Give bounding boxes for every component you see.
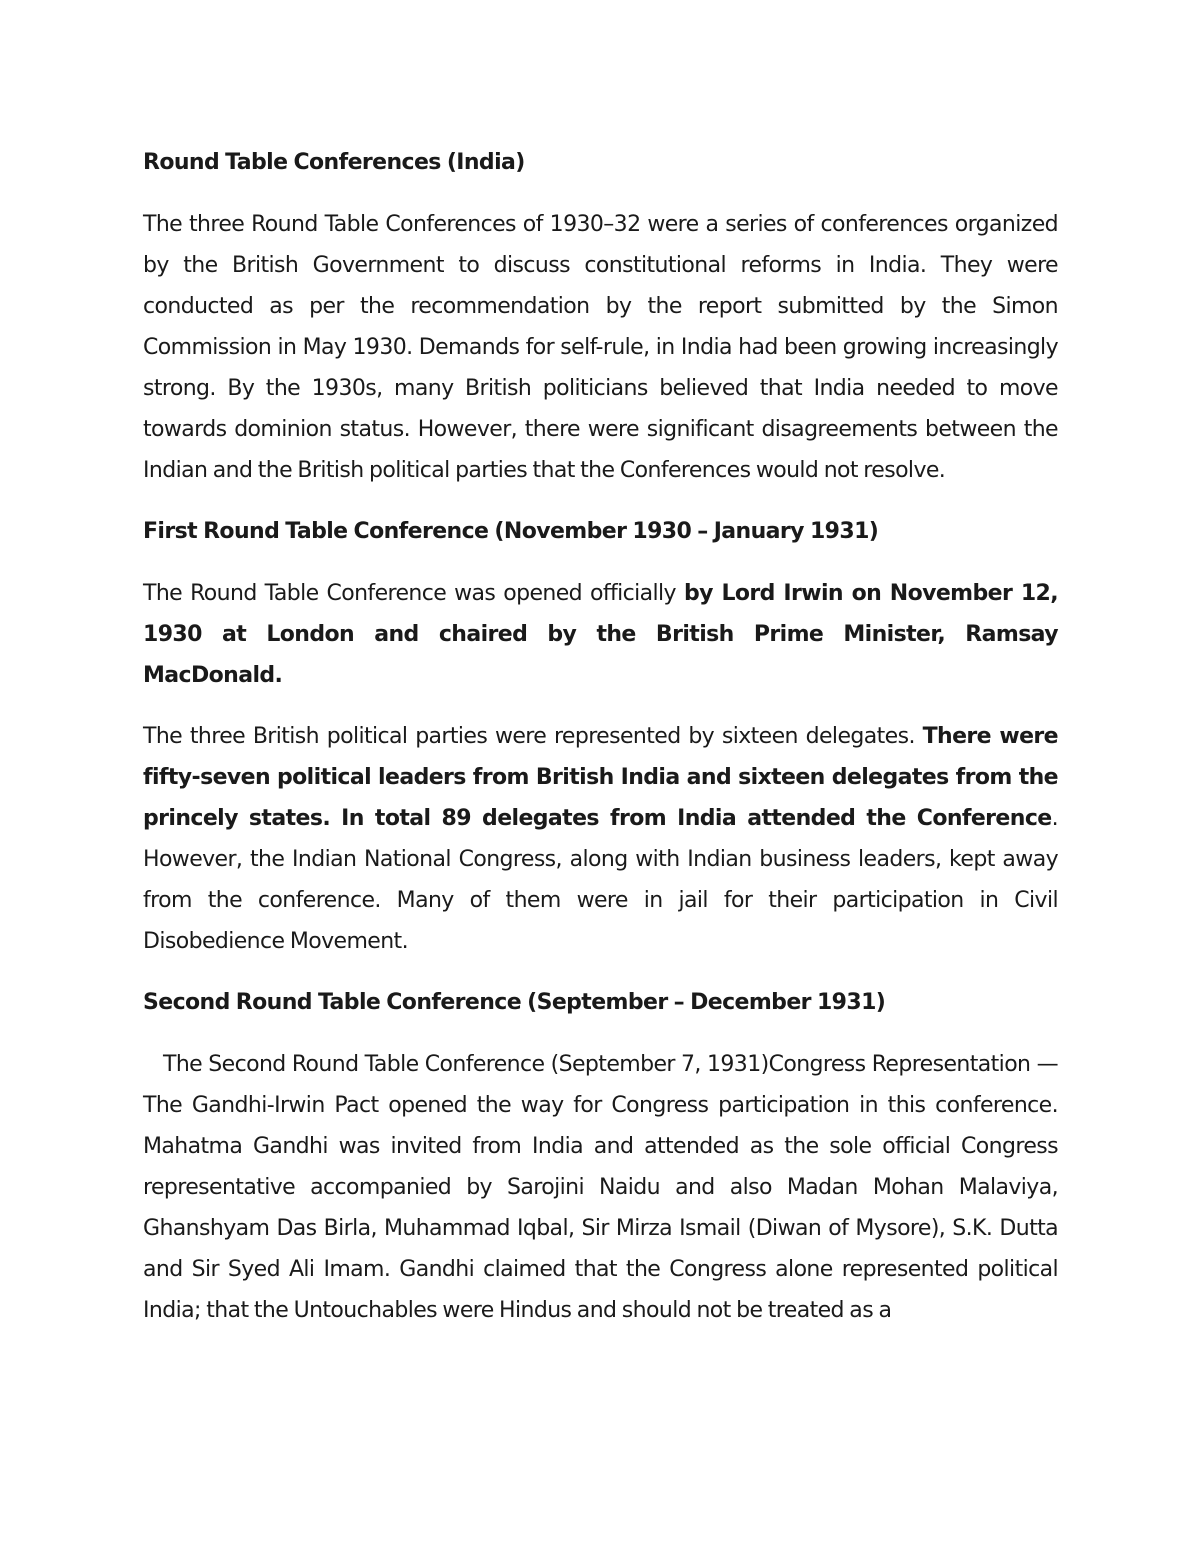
first-p2-text-a: The three British political parties were represented by sixteen delegates. xyxy=(143,724,923,749)
first-conference-paragraph-2 xyxy=(143,716,1058,962)
document-title: Round Table Conferences (India) xyxy=(143,150,525,175)
first-p2-bold-text: There were fifty-seven political leaders from British India and sixteen delegates from the princely states. In total 89 delegates from India attended the Conference xyxy=(143,724,1058,831)
first-p1-bold-text: by Lord Irwin on November 12, 1930 at London and chaired by the British Prime Minister, Ramsay MacDonald. xyxy=(143,581,1058,688)
first-conference-paragraph-1 xyxy=(143,573,1058,696)
second-conference-heading: Second Round Table Conference (September – December 1931) xyxy=(143,990,886,1015)
intro-paragraph: The three Round Table Conferences of 1930–32 were a series of conferences organized by the British Government to discuss constitutional reforms in India. They were conducted as per the recommendation by the report submitted by the Simon Commission in May 1930. Demands for self-rule, in India had been growing increasingly strong. By the 1930s, many British politicians believed that India needed to move towards dominion status. However, there were significant disagreements between the Indian and the British political parties that the Conferences would not resolve. xyxy=(143,212,1058,483)
first-p1-text: The Round Table Conference was opened officially xyxy=(143,581,684,606)
second-p1-text: The Second Round Table Conference (September 7, 1931)Congress Representation — The Gandhi-Irwin Pact opened the way for Congress participation in this conference. Mahatma Gandhi was invited from India and attended as the sole official Congress representative accompanied by Sarojini Naidu and also Madan Mohan Malaviya, Ghanshyam Das Birla, Muhammad Iqbal, Sir Mirza Ismail (Diwan of Mysore), S.K. Dutta and Sir Syed Ali Imam. Gandhi claimed that the Congress alone represented political India; that the Untouchables were Hindus and should not be treated as a xyxy=(143,1052,1058,1323)
first-p2-text-b: . However, the Indian National Congress, along with Indian business leaders, kept away from the conference. Many of them were in jail for their participation in Civil Disobedience Movement. xyxy=(143,806,1058,954)
document-body xyxy=(143,142,1058,1351)
second-conference-paragraph-1 xyxy=(143,1044,1058,1331)
first-conference-heading: First Round Table Conference (November 1930 – January 1931) xyxy=(143,519,879,544)
